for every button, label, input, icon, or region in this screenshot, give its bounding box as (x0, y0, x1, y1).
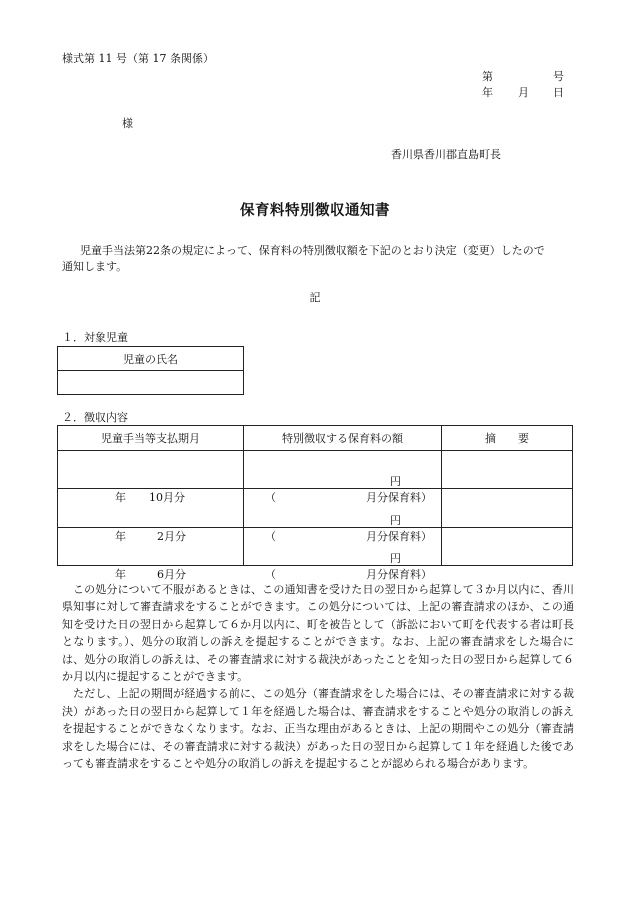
child-name-value (58, 371, 244, 395)
notice-paragraph-2: ただし、上記の期間が経過する前に、この処分（審査請求をした場合には、その審査請求に対する裁決）があった日の翌日から起算して１年を経過した場合は、審査請求をすることや処分の取消しの訴えを提起することができなくなります。なお、正当な理由があるときは、上記の期間やこの処分（審査請求をした場合には、その審査請求に対する裁決）があった日の翌日から起算して１年を経過した後であっても審査請求をすることや処分の取消しの訴えを提起することが認められる場合があります。 (62, 687, 574, 771)
header-payment-month: 児童手当等支払期月 (58, 426, 244, 451)
section2-heading: ２．徴収内容 (62, 411, 128, 424)
row-year: 年 (115, 530, 126, 543)
row-yen: 円 (390, 551, 401, 565)
ki-label: 記 (309, 291, 321, 304)
addressee-suffix: 様 (122, 117, 133, 130)
row-year: 年 (115, 567, 126, 581)
collection-table (57, 425, 573, 581)
row-monthly-fee: 月分保育料） (366, 490, 432, 504)
notice-text (62, 581, 574, 772)
page-title: 保育料特別徴収通知書 (240, 203, 390, 219)
row-yen: 円 (390, 474, 401, 488)
doc-number-dai: 第 (482, 70, 493, 83)
row-month: 6月分 (157, 567, 186, 581)
date-year: 年 (482, 86, 493, 99)
table-row (58, 489, 573, 528)
child-name-header: 児童の氏名 (58, 347, 244, 371)
row-yen: 円 (390, 514, 401, 527)
header-remarks: 摘 要 (442, 426, 573, 451)
row-note (442, 451, 573, 489)
row-paren-open: （ (265, 490, 276, 504)
row-note (442, 528, 573, 566)
row-year: 年 (115, 490, 126, 504)
row-month: 10月分 (149, 490, 185, 504)
section1-heading: １．対象児童 (62, 331, 128, 344)
date-day: 日 (553, 86, 564, 99)
header-amount: 特別徴収する保育料の額 (244, 426, 442, 451)
table-row (58, 528, 573, 566)
row-paren-open: （ (265, 567, 276, 581)
child-table (57, 346, 244, 395)
issuer: 香川県香川郡直島町長 (391, 148, 501, 161)
form-number: 様式第 11 号（第 17 条関係） (62, 52, 214, 65)
date-month: 月 (518, 86, 529, 99)
row-month: 2月分 (157, 530, 186, 543)
row-monthly-fee: 月分保育料） (366, 567, 432, 581)
intro-line-2: 通知します。 (62, 260, 128, 273)
intro-line-1: 児童手当法第22条の規定によって、保育料の特別徴収額を下記のとおり決定（変更）したので (80, 244, 545, 257)
table-row (58, 451, 573, 489)
row-note (442, 489, 573, 528)
row-monthly-fee: 月分保育料） (366, 530, 432, 543)
doc-number-go: 号 (553, 70, 564, 83)
row-paren-open: （ (265, 530, 276, 543)
notice-paragraph-1: この処分について不服があるときは、この通知書を受けた日の翌日から起算して３か月以内に、香川県知事に対して審査請求をすることができます。この処分については、上記の審査請求のほか、この通知を受けた日の翌日から起算して６か月以内に、町を被告として（訴訟において町を代表する者は町長となります。）、処分の取消しの訴えを提起することができます。なお、上記の審査請求をした場合には、処分の取消しの訴えは、その審査請求に対する裁決があったことを知った日の翌日から起算して６か月以内に提起することができます。 (62, 583, 574, 684)
